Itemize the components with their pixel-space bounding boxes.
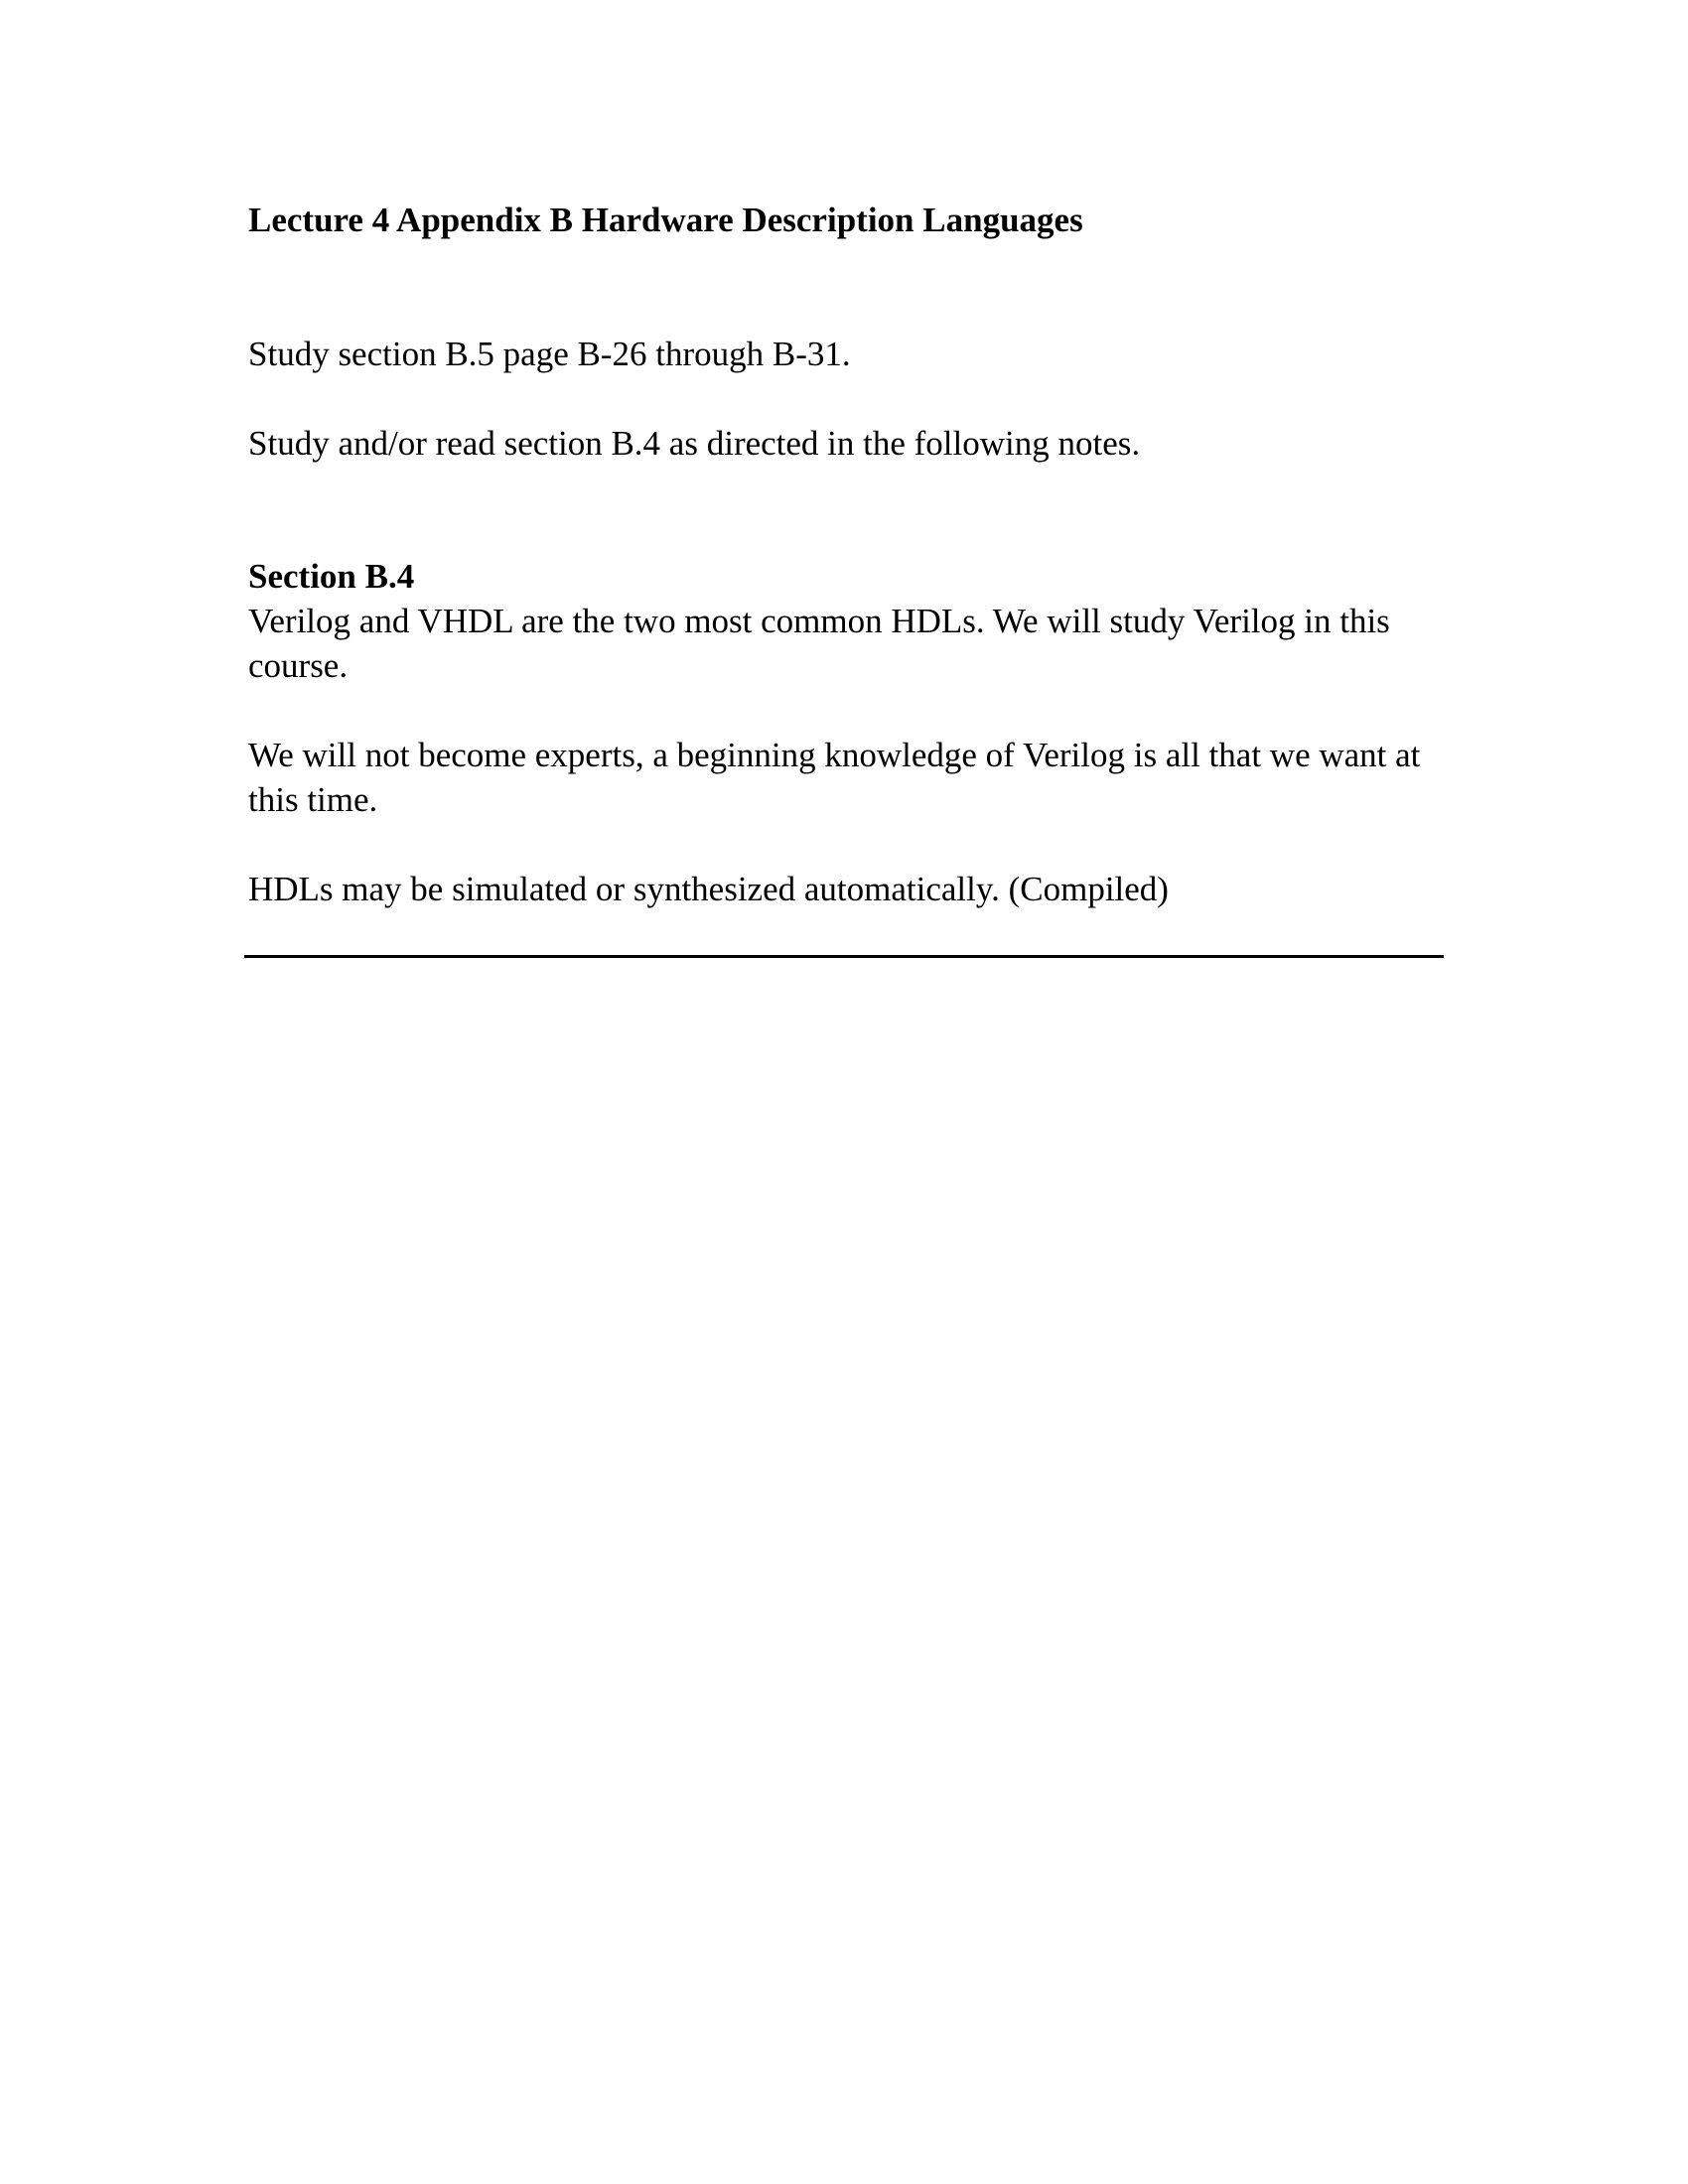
document-content: [248, 199, 1460, 911]
section-paragraph-1: Verilog and VHDL are the two most common HDLs. We will study Verilog in this course.: [248, 602, 1390, 685]
study-instruction-1: Study section B.5 page B-26 through B-31.: [248, 335, 851, 373]
study-instruction-2: Study and/or read section B.4 as directed in the following notes.: [248, 424, 1141, 463]
horizontal-rule: [244, 955, 1444, 958]
document-title: Lecture 4 Appendix B Hardware Description Languages: [248, 201, 1083, 239]
section-paragraph-3: HDLs may be simulated or synthesized automatically. (Compiled): [248, 870, 1169, 908]
section-heading: Section B.4: [248, 557, 415, 596]
section-paragraph-2: We will not become experts, a beginning knowledge of Verilog is all that we want at this time.: [248, 736, 1421, 819]
